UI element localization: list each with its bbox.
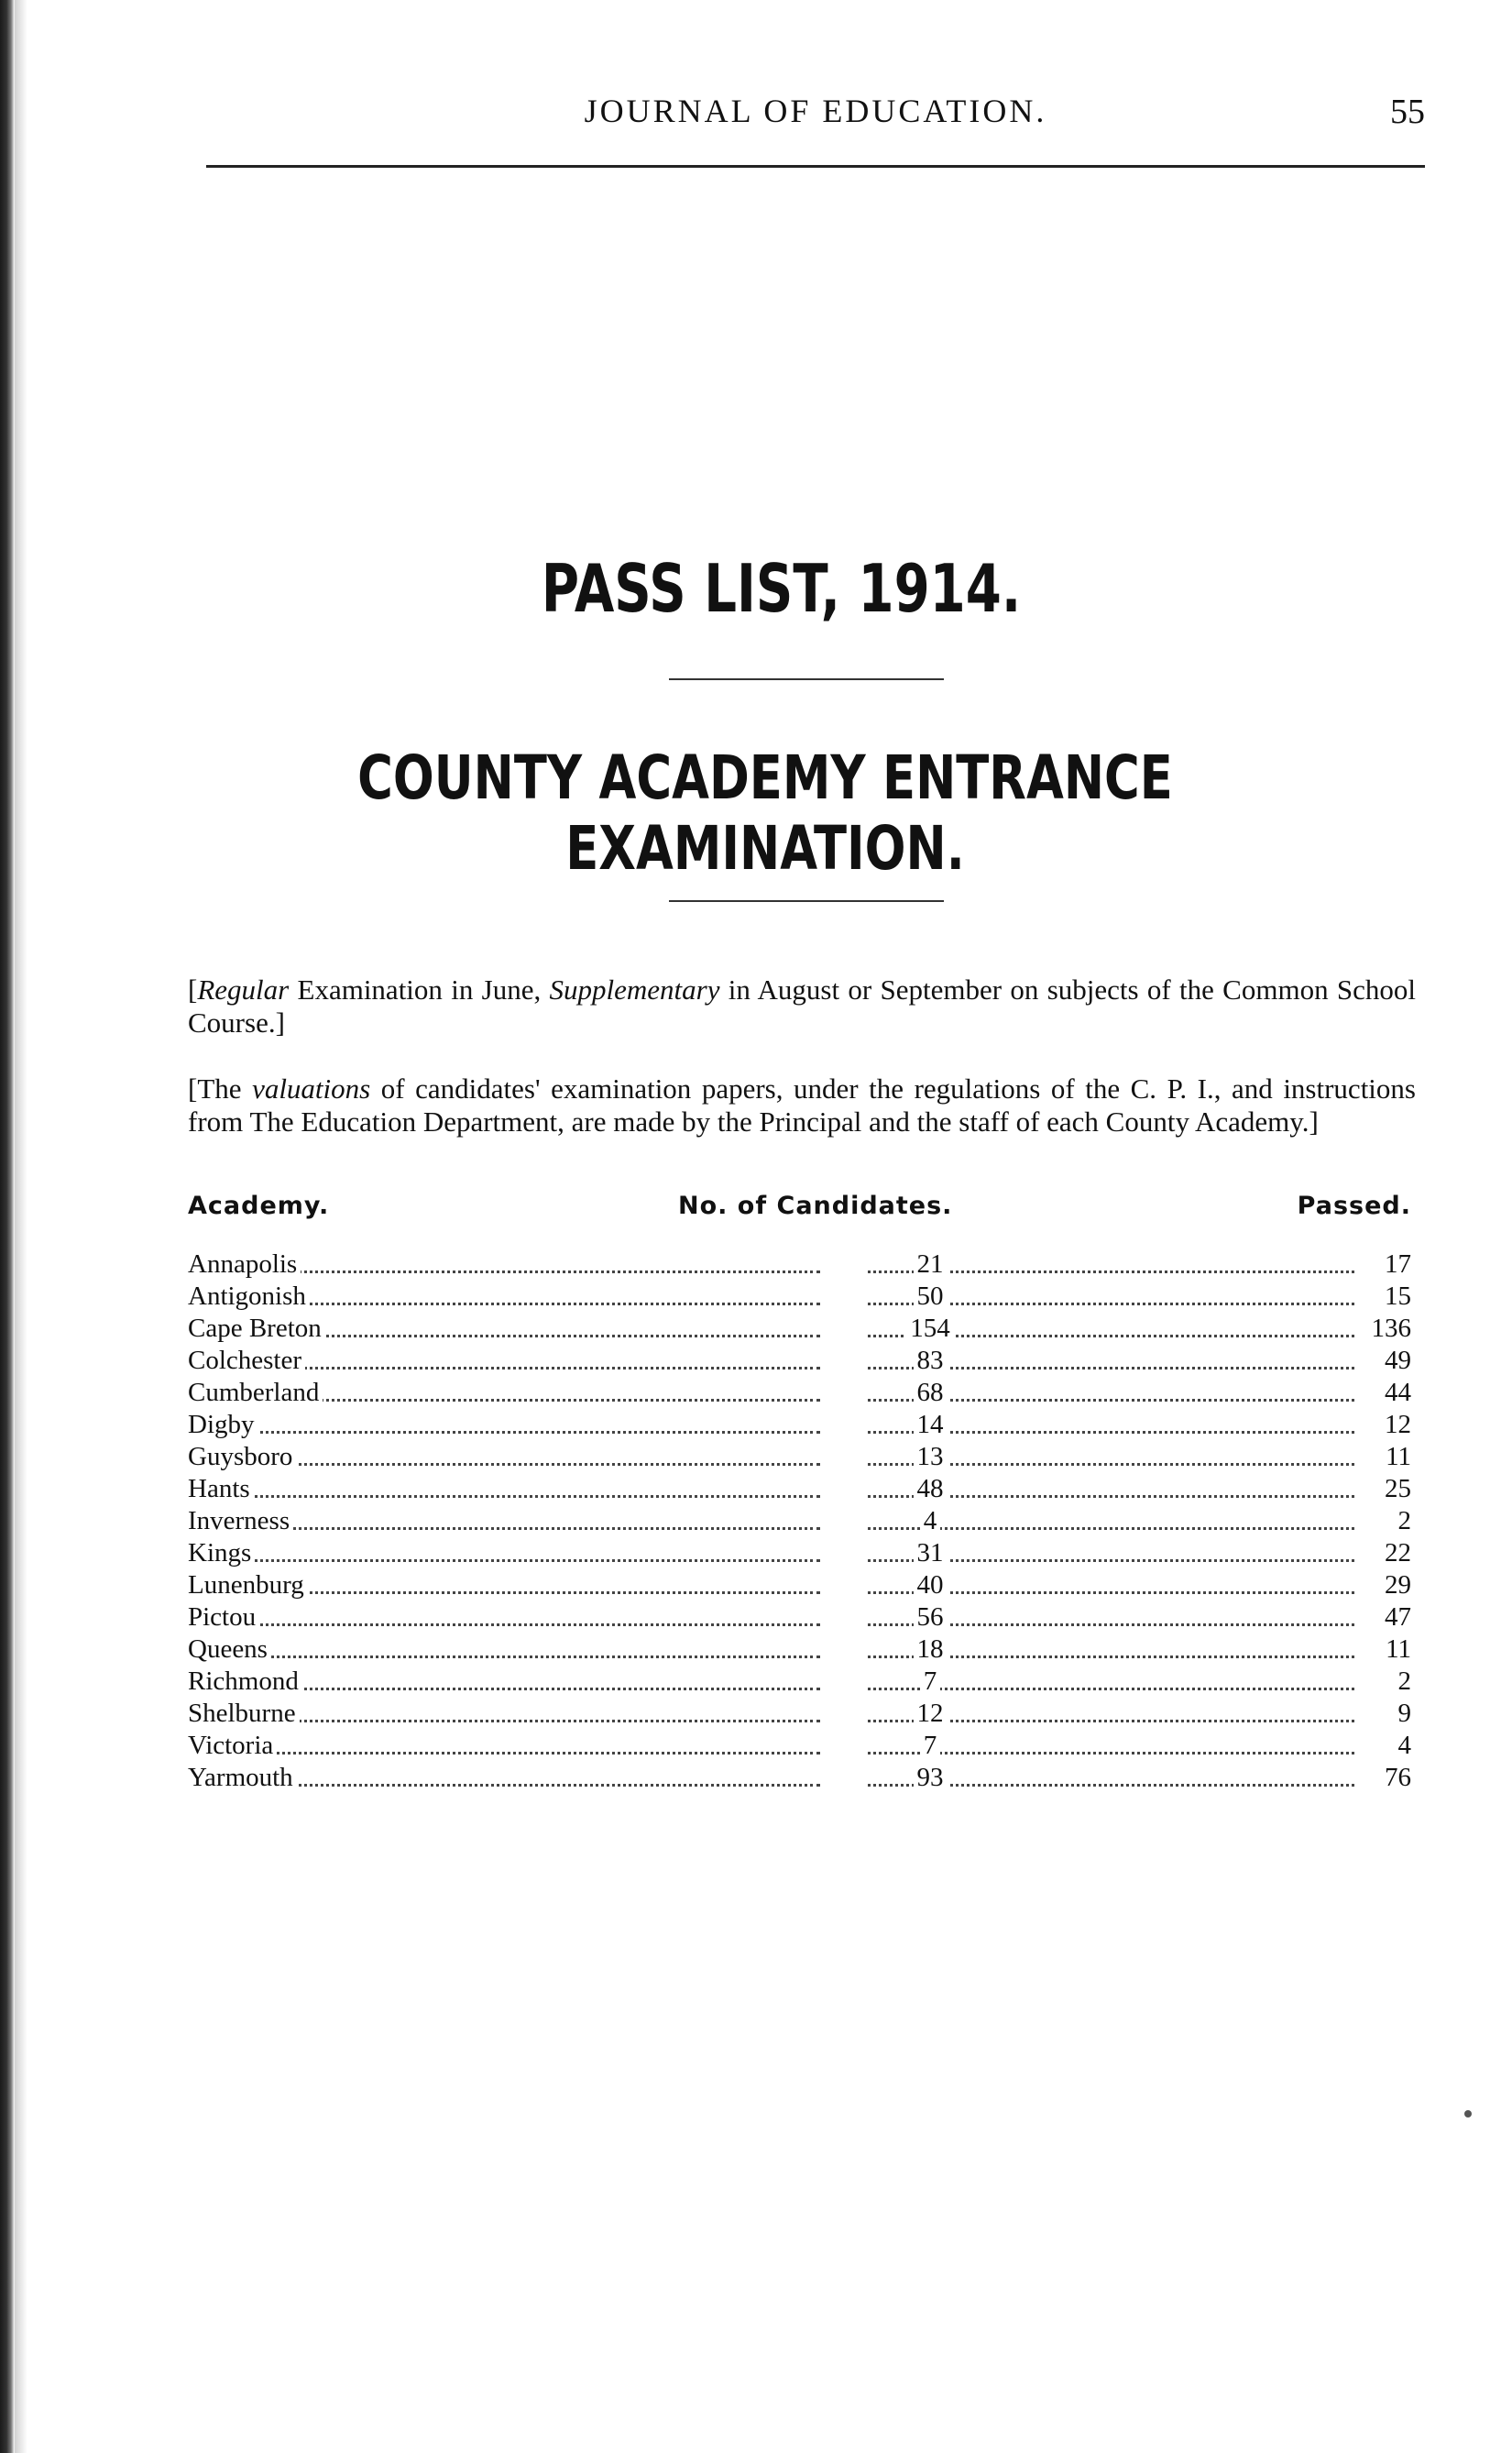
academy-name: Annapolis	[188, 1249, 301, 1279]
running-title: JOURNAL OF EDUCATION.	[584, 93, 1047, 129]
candidates-count: 93	[914, 1763, 948, 1792]
academy-name: Hants	[188, 1474, 254, 1503]
table-row	[188, 1345, 1411, 1377]
academy-name: Queens	[188, 1634, 271, 1664]
academy-name: Richmond	[188, 1666, 302, 1696]
academy-name: Digby	[188, 1410, 258, 1439]
passed-count: 49	[1356, 1345, 1411, 1377]
academy-cell	[188, 1730, 829, 1762]
page-title: PASS LIST, 1914.	[541, 550, 1022, 627]
running-head	[206, 92, 1425, 147]
column-header-candidates: No. of Candidates.	[678, 1192, 953, 1220]
note1-rest: in August or September on subjects of the Common School Course.]	[188, 974, 1416, 1039]
academy-cell	[188, 1377, 829, 1409]
table-row	[188, 1730, 1411, 1762]
passed-count: 44	[1356, 1377, 1411, 1409]
scan-speck	[1464, 2110, 1472, 2118]
table-row	[188, 1505, 1411, 1537]
academy-name: Cape Breton	[188, 1314, 325, 1343]
academy-cell	[188, 1505, 829, 1537]
passed-count: 17	[1356, 1248, 1411, 1281]
candidates-cell	[820, 1345, 1040, 1377]
note1-open: [	[188, 974, 198, 1006]
page-number: 55	[1390, 93, 1425, 131]
academy-name: Antigonish	[188, 1282, 310, 1311]
table-row	[188, 1537, 1411, 1569]
academy-name: Victoria	[188, 1731, 277, 1760]
passed-count: 9	[1356, 1698, 1411, 1730]
candidates-count: 31	[914, 1538, 948, 1568]
academy-cell	[188, 1313, 829, 1345]
candidates-count: 56	[914, 1602, 948, 1632]
table-row	[188, 1666, 1411, 1698]
academy-cell	[188, 1441, 829, 1473]
passed-count: 2	[1356, 1505, 1411, 1537]
table-row	[188, 1601, 1411, 1634]
candidates-count: 154	[906, 1314, 954, 1343]
candidates-count: 4	[920, 1506, 941, 1535]
candidates-count: 40	[914, 1570, 948, 1600]
academy-name: Lunenburg	[188, 1570, 308, 1600]
candidates-cell	[820, 1248, 1040, 1281]
table-row	[188, 1569, 1411, 1601]
note2-open: [The	[188, 1072, 253, 1105]
table-row	[188, 1377, 1411, 1409]
academy-name: Guysboro	[188, 1442, 296, 1471]
passed-count: 11	[1356, 1634, 1411, 1666]
passed-count: 25	[1356, 1473, 1411, 1505]
note1-italic-supplementary: Supplementary	[549, 974, 720, 1006]
table-row	[188, 1473, 1411, 1505]
candidates-count: 18	[914, 1634, 948, 1664]
note1-mid: Examination in June,	[289, 974, 550, 1006]
passed-count: 22	[1356, 1537, 1411, 1569]
academy-name: Shelburne	[188, 1699, 300, 1728]
candidates-count: 14	[914, 1410, 948, 1439]
academy-cell	[188, 1634, 829, 1666]
section-subtitle: COUNTY ACADEMY ENTRANCE EXAMINATION.	[357, 742, 1173, 884]
academy-cell	[188, 1409, 829, 1441]
candidates-count: 7	[920, 1666, 941, 1696]
candidates-cell	[820, 1762, 1040, 1794]
academy-cell	[188, 1698, 829, 1730]
table-row	[188, 1441, 1411, 1473]
academy-name: Cumberland	[188, 1378, 323, 1407]
candidates-cell	[820, 1313, 1040, 1345]
candidates-cell	[820, 1569, 1040, 1601]
academy-cell	[188, 1281, 829, 1313]
table-row	[188, 1698, 1411, 1730]
passed-count: 2	[1356, 1666, 1411, 1698]
binding-edge	[0, 0, 15, 2453]
table-row	[188, 1409, 1411, 1441]
passed-count: 12	[1356, 1409, 1411, 1441]
academy-name: Colchester	[188, 1346, 305, 1375]
academy-name: Inverness	[188, 1506, 293, 1535]
passed-count: 4	[1356, 1730, 1411, 1762]
candidates-count: 83	[914, 1346, 948, 1375]
candidates-cell	[820, 1441, 1040, 1473]
pass-list-table	[188, 1248, 1411, 1794]
academy-cell	[188, 1248, 829, 1281]
candidates-count: 7	[920, 1731, 941, 1760]
academy-name: Pictou	[188, 1602, 259, 1632]
note2-italic-valuations: valuations	[252, 1072, 371, 1105]
table-row	[188, 1762, 1411, 1794]
table-row	[188, 1281, 1411, 1313]
table-row	[188, 1313, 1411, 1345]
academy-cell	[188, 1473, 829, 1505]
passed-count: 29	[1356, 1569, 1411, 1601]
candidates-count: 12	[914, 1699, 948, 1728]
passed-count: 15	[1356, 1281, 1411, 1313]
note2-rest: of candidates' examination papers, under the regulations of the C. P. I., and instructions from The Education Department, are made by the Principal and the staff of each County Academy.]	[188, 1072, 1416, 1138]
candidates-cell	[820, 1698, 1040, 1730]
note1-italic-regular: Regular	[197, 974, 290, 1006]
table-row	[188, 1634, 1411, 1666]
passed-count: 76	[1356, 1762, 1411, 1794]
passed-count: 11	[1356, 1441, 1411, 1473]
academy-cell	[188, 1345, 829, 1377]
candidates-cell	[820, 1409, 1040, 1441]
title-divider	[669, 678, 944, 680]
table-row	[188, 1248, 1411, 1281]
note-regular-examination	[188, 974, 1416, 1040]
academy-name: Yarmouth	[188, 1763, 297, 1792]
passed-count: 47	[1356, 1601, 1411, 1634]
academy-cell	[188, 1601, 829, 1634]
candidates-count: 68	[914, 1378, 948, 1407]
candidates-cell	[820, 1601, 1040, 1634]
academy-name: Kings	[188, 1538, 255, 1568]
academy-cell	[188, 1666, 829, 1698]
candidates-count: 50	[914, 1282, 948, 1311]
academy-cell	[188, 1569, 829, 1601]
academy-cell	[188, 1537, 829, 1569]
note-valuations	[188, 1072, 1416, 1138]
candidates-cell	[820, 1666, 1040, 1698]
passed-count: 136	[1356, 1313, 1411, 1345]
candidates-cell	[820, 1377, 1040, 1409]
candidates-cell	[820, 1505, 1040, 1537]
candidates-cell	[820, 1281, 1040, 1313]
candidates-count: 13	[914, 1442, 948, 1471]
subtitle-divider	[669, 900, 944, 902]
candidates-cell	[820, 1473, 1040, 1505]
candidates-cell	[820, 1634, 1040, 1666]
column-header-academy: Academy.	[188, 1192, 330, 1220]
binding-shadow	[15, 0, 27, 2453]
candidates-cell	[820, 1730, 1040, 1762]
column-header-passed: Passed.	[1297, 1192, 1411, 1220]
candidates-count: 21	[914, 1249, 948, 1279]
header-rule	[206, 165, 1425, 168]
candidates-cell	[820, 1537, 1040, 1569]
candidates-count: 48	[914, 1474, 948, 1503]
academy-cell	[188, 1762, 829, 1794]
